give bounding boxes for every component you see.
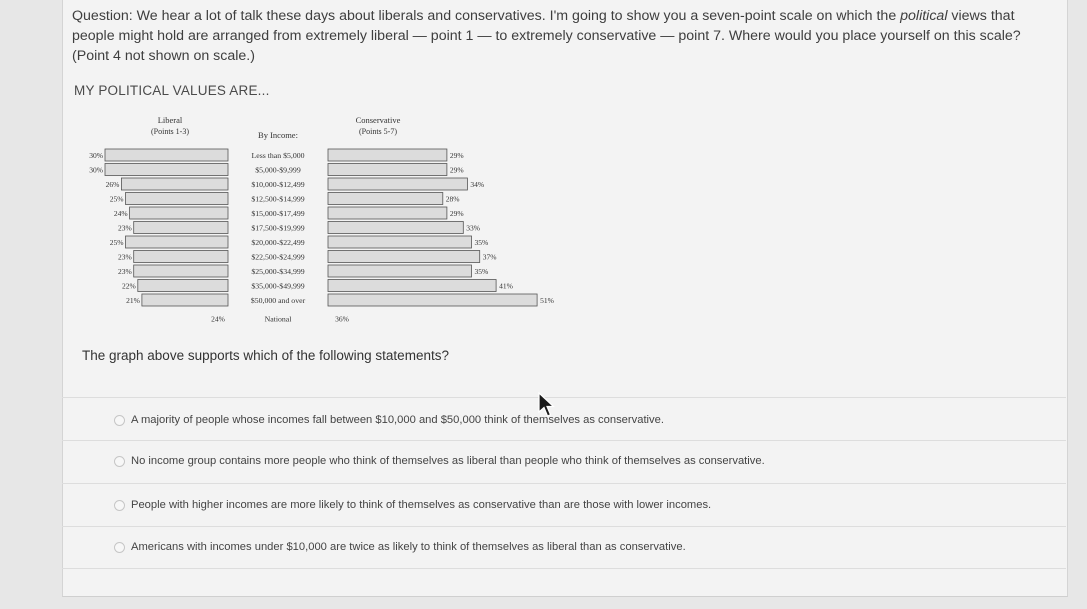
liberal-bar	[142, 294, 228, 306]
divider	[62, 397, 1066, 398]
income-category-label: Less than $5,000	[251, 151, 305, 160]
conservative-value-label: 33%	[466, 223, 481, 233]
conservative-value-label: 34%	[470, 180, 485, 189]
radio-button[interactable]	[114, 456, 125, 467]
national-liberal-label: 24%	[211, 314, 225, 324]
income-category-label: National	[264, 314, 292, 324]
chart-svg	[80, 112, 560, 342]
liberal-bar	[134, 251, 228, 263]
answer-option-3[interactable]	[114, 494, 1014, 516]
conservative-bar	[328, 164, 447, 176]
question-emphasis: political	[900, 8, 948, 24]
conservative-bar	[328, 294, 537, 306]
liberal-bar	[134, 265, 228, 277]
liberal-bar	[126, 193, 229, 205]
conservative-value-label: 28%	[445, 194, 460, 204]
income-category-label: $20,000-$22,499	[251, 238, 305, 247]
liberal-value-label: 25%	[109, 194, 124, 204]
conservative-bar	[328, 193, 443, 205]
liberal-bar	[105, 149, 228, 161]
liberal-value-label: 26%	[105, 180, 120, 189]
divider	[62, 440, 1066, 441]
income-category-label: $50,000 and over	[250, 296, 306, 305]
answer-option-label: People with higher incomes are more likely to think of themselves as conservative than are those with lower incomes.	[131, 499, 712, 511]
answer-option-4[interactable]	[114, 536, 1014, 558]
liberal-header: Liberal	[157, 115, 183, 125]
conservative-bar	[328, 207, 447, 219]
chart-section-title: MY POLITICAL VALUES ARE...	[74, 83, 270, 98]
conservative-value-label: 29%	[449, 165, 464, 175]
answer-option-2[interactable]	[114, 450, 1014, 472]
liberal-bar	[130, 207, 228, 219]
national-conservative-label: 36%	[335, 314, 349, 324]
conservative-bar	[328, 236, 472, 248]
conservative-subheader: (Points 5-7)	[359, 127, 397, 136]
radio-button[interactable]	[114, 415, 125, 426]
income-category-label: $35,000-$49,999	[251, 281, 305, 291]
income-category-label: $15,000-$17,499	[251, 209, 305, 218]
liberal-bar	[105, 164, 228, 176]
political-values-chart	[80, 112, 560, 342]
liberal-subheader: (Points 1-3)	[151, 127, 189, 136]
liberal-bar	[138, 280, 228, 292]
question-suffix: views that people might hold are arranged from extremely liberal — point 1 — to extremely conservative — point 7. Where would you place yourself on this scale? (Point 4 not shown on scale.)	[72, 8, 1021, 64]
mouse-cursor-icon	[537, 392, 557, 418]
conservative-bar	[328, 251, 480, 263]
income-header: By Income:	[258, 130, 298, 140]
divider	[62, 483, 1066, 484]
liberal-value-label: 21%	[126, 296, 140, 305]
liberal-value-label: 23%	[117, 267, 132, 276]
liberal-value-label: 30%	[89, 165, 103, 175]
liberal-bar	[134, 222, 228, 234]
liberal-bar	[126, 236, 229, 248]
answer-option-label: A majority of people whose incomes fall between $10,000 and $50,000 think of themselves as conservative.	[131, 414, 664, 426]
radio-button[interactable]	[114, 542, 125, 553]
liberal-bar	[121, 178, 228, 190]
conservative-value-label: 41%	[499, 281, 513, 291]
income-category-label: $25,000-$34,999	[251, 267, 305, 276]
conservative-value-label: 29%	[449, 151, 464, 160]
conservative-bar	[328, 178, 467, 190]
conservative-value-label: 35%	[474, 238, 489, 247]
liberal-value-label: 24%	[113, 209, 128, 218]
question-prefix: Question: We hear a lot of talk these days about liberals and conservatives. I'm going to show you a seven-point scale on which the	[72, 8, 901, 24]
liberal-value-label: 30%	[89, 151, 103, 160]
conservative-bar	[328, 265, 472, 277]
conservative-bar	[328, 222, 463, 234]
question-text	[72, 6, 1052, 66]
liberal-value-label: 25%	[109, 238, 124, 247]
conservative-value-label: 35%	[474, 267, 489, 276]
liberal-value-label: 22%	[122, 281, 136, 291]
income-category-label: $12,500-$14,999	[251, 194, 305, 204]
answer-option-label: No income group contains more people who think of themselves as liberal than people who think of themselves as conservative.	[131, 455, 765, 467]
liberal-value-label: 23%	[117, 223, 132, 233]
radio-button[interactable]	[114, 500, 125, 511]
conservative-value-label: 29%	[449, 209, 464, 218]
conservative-bar	[328, 149, 447, 161]
conservative-header: Conservative	[355, 115, 401, 125]
answer-option-label: Americans with incomes under $10,000 are twice as likely to think of themselves as liberal than as conservative.	[131, 541, 686, 553]
divider	[62, 568, 1066, 569]
conservative-bar	[328, 280, 496, 292]
income-category-label: $17,500-$19,999	[251, 223, 305, 233]
income-category-label: $22,500-$24,999	[251, 252, 305, 262]
conservative-value-label: 51%	[540, 296, 554, 305]
conservative-value-label: 37%	[482, 252, 497, 262]
income-category-label: $10,000-$12,499	[251, 180, 305, 189]
answer-prompt: The graph above supports which of the following statements?	[82, 348, 449, 363]
divider	[62, 526, 1066, 527]
answer-option-1[interactable]	[114, 409, 1014, 431]
liberal-value-label: 23%	[117, 252, 132, 262]
income-category-label: $5,000-$9,999	[255, 165, 301, 175]
